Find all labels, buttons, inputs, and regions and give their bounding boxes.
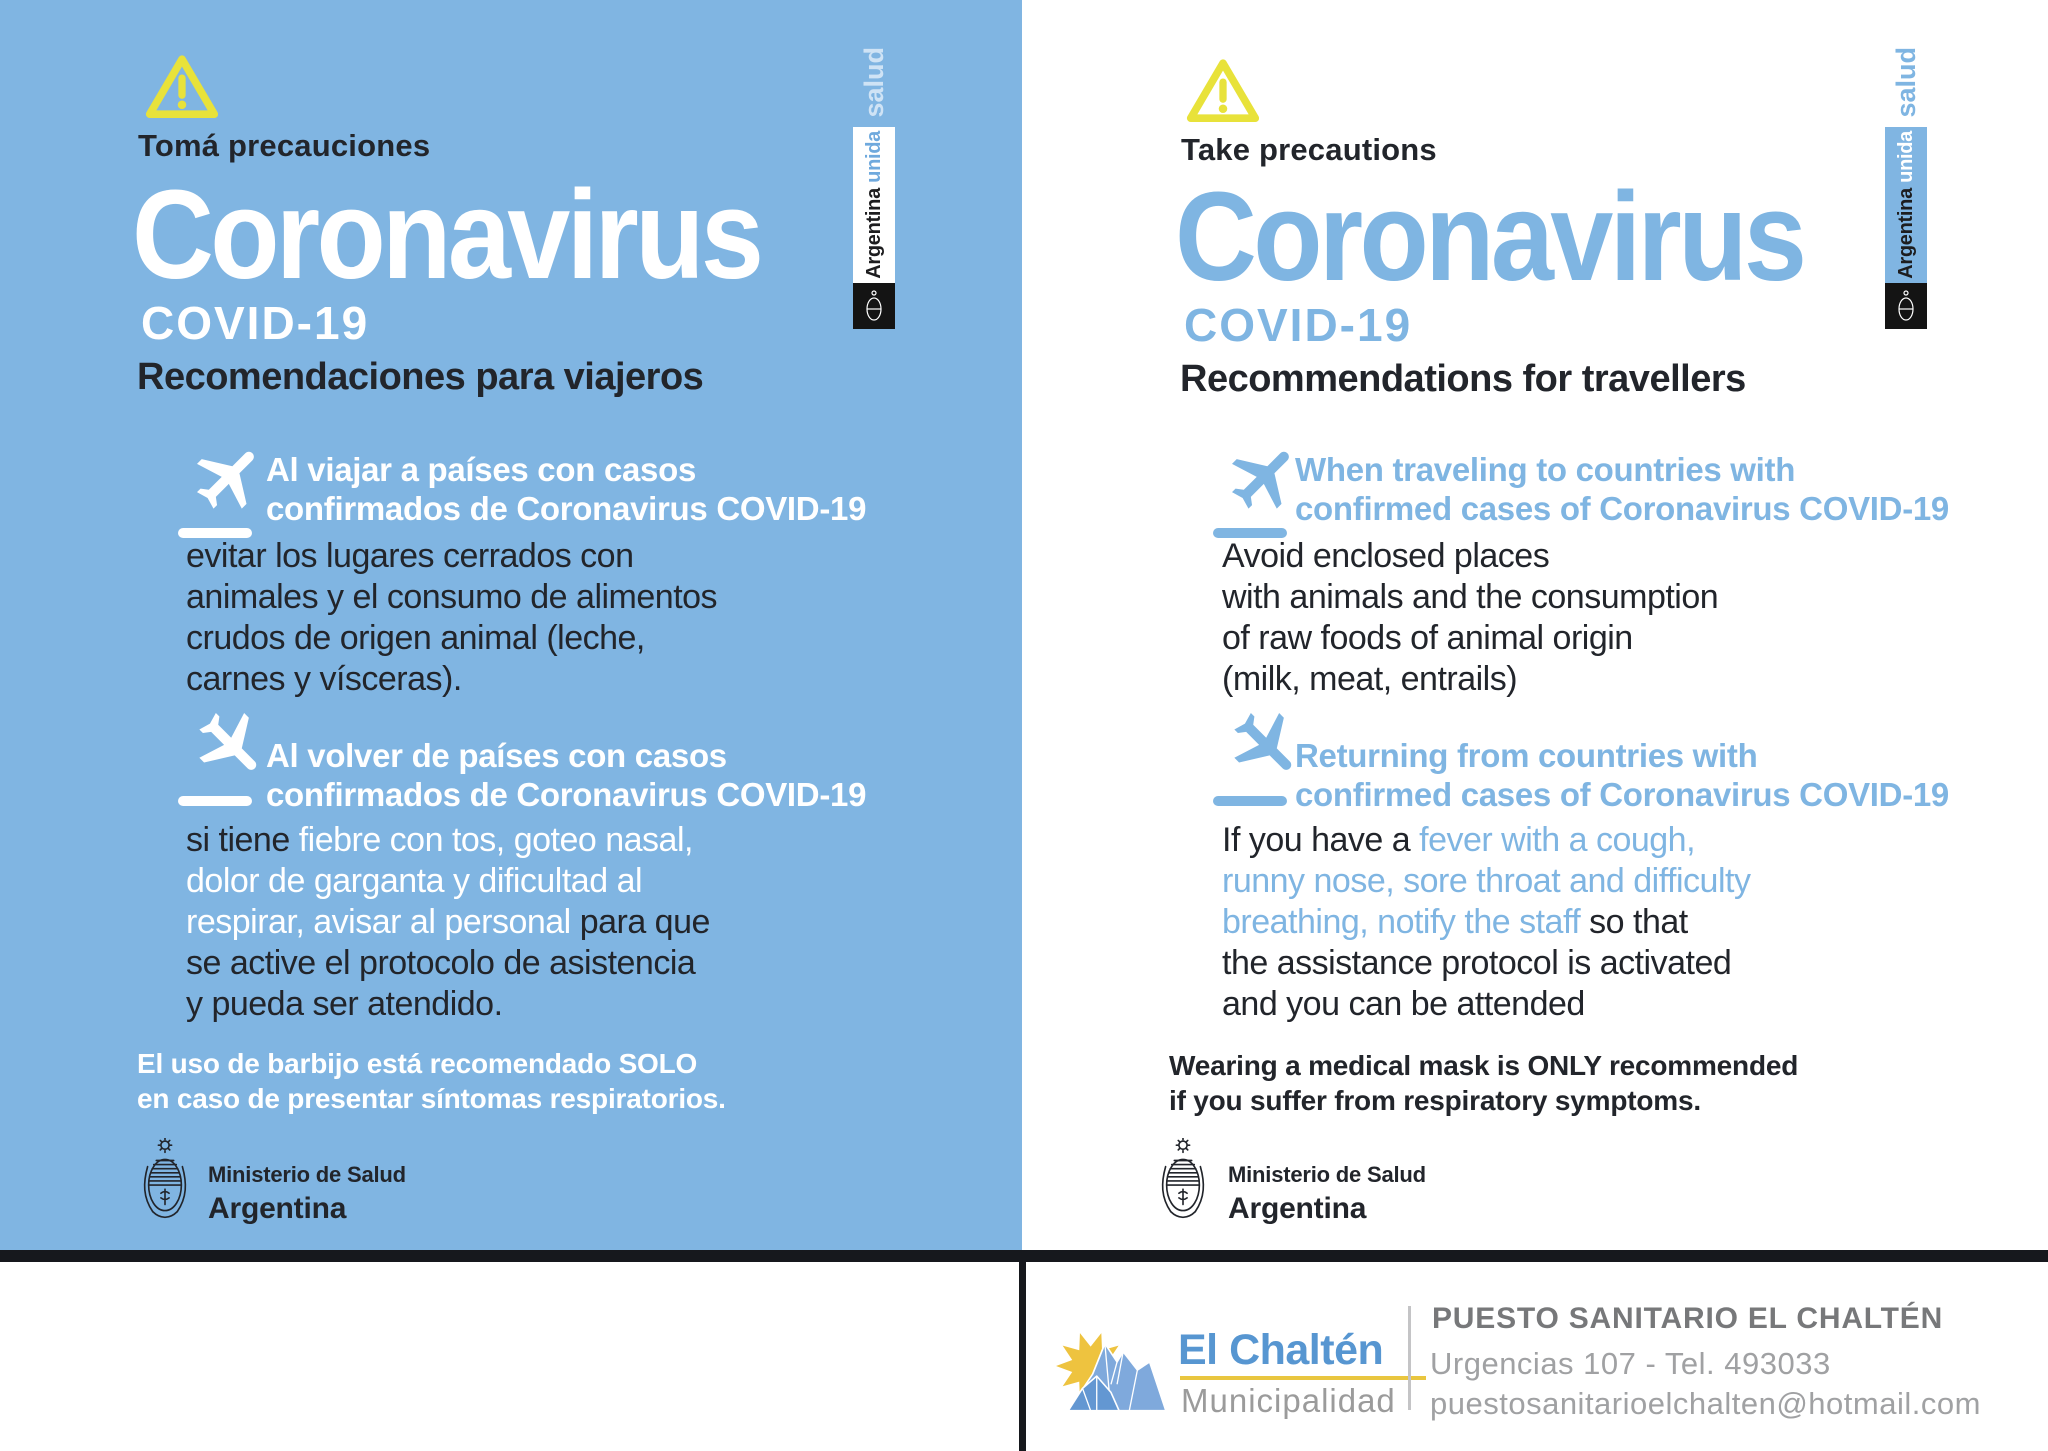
ministry-country: Argentina: [208, 1192, 347, 1225]
flight-takeoff-icon: [178, 446, 274, 538]
text-line: confirmed cases of Coronavirus COVID-19: [1295, 776, 1949, 813]
warning-icon: [144, 52, 220, 122]
salud-label: [1885, 42, 1927, 122]
warning-icon: [1185, 56, 1261, 126]
text-segment: If you have a: [1222, 821, 1420, 859]
argentina-unida-box: [853, 127, 895, 283]
text-line: dolor de garganta y dificultad al: [186, 862, 643, 900]
coat-of-arms-icon: [140, 1138, 190, 1228]
text-segment: Argentina: [1894, 182, 1917, 279]
text-segment: breathing, notify the staff: [1222, 903, 1590, 941]
text-line: [1222, 820, 1750, 861]
text-line: with animals and the consumption: [1222, 578, 1719, 616]
health-post-name: PUESTO SANITARIO EL CHALTÉN: [1432, 1302, 1944, 1335]
text-line: [186, 902, 710, 943]
text-segment: unida: [862, 131, 885, 183]
text-line: Wearing a medical mask is ONLY recommended: [1169, 1050, 1799, 1081]
text-line: Returning from countries with: [1295, 737, 1758, 774]
text-segment: unida: [1894, 131, 1917, 183]
poster-spanish: [0, 0, 1022, 1250]
coat-of-arms-icon: [853, 283, 895, 329]
text-line: El uso de barbijo está recomendado SOLO: [137, 1048, 698, 1079]
wordmark-underline: [1180, 1376, 1426, 1380]
text-line: crudos de origen animal (leche,: [186, 619, 645, 657]
argentina-unida-banner: [1885, 0, 1927, 340]
footer-divider-line: [1019, 1262, 1026, 1451]
ministry-name: Ministerio de Salud: [208, 1162, 406, 1187]
section-return-body: [1222, 820, 1750, 1025]
text-line: confirmed cases of Coronavirus COVID-19: [1295, 490, 1949, 527]
text-line: if you suffer from respiratory symptoms.: [1169, 1085, 1701, 1116]
text-line: se active el protocolo de asistencia: [186, 944, 696, 982]
text-line: evitar los lugares cerrados con: [186, 537, 634, 575]
section-travel-title: [266, 450, 866, 528]
text-line: salud: [858, 46, 889, 118]
text-line: [186, 820, 710, 861]
text-line: carnes y vísceras).: [186, 660, 462, 698]
section-return-body: [186, 820, 710, 1025]
text-segment: para que: [579, 903, 710, 941]
text-line: of raw foods of animal origin: [1222, 619, 1633, 657]
ministry-logo-text: [208, 1162, 406, 1226]
ministry-name: Ministerio de Salud: [1228, 1162, 1426, 1187]
text-line: confirmados de Coronavirus COVID-19: [266, 490, 867, 527]
text-line: animales y el consumo de alimentos: [186, 578, 718, 616]
text-line: [863, 131, 886, 279]
text-line: the assistance protocol is activated: [1222, 944, 1732, 982]
text-line: Avoid enclosed places: [1222, 537, 1550, 575]
text-line: Al viajar a países con casos: [266, 451, 697, 488]
flight-landing-icon: [178, 714, 274, 806]
warning-label: Take precautions: [1181, 132, 1437, 167]
coat-of-arms-icon: [1885, 283, 1927, 329]
ministry-logo-text: [1228, 1162, 1426, 1226]
poster-title: Coronavirus: [132, 164, 761, 305]
warning-label: Tomá precauciones: [138, 128, 431, 163]
text-line: runny nose, sore throat and difficulty: [1222, 862, 1751, 900]
text-segment: si tiene: [186, 821, 299, 859]
text-line: salud: [1890, 46, 1921, 118]
text-segment: so that: [1589, 903, 1688, 941]
phone-line: Urgencias 107 - Tel. 493033: [1430, 1346, 1831, 1381]
covid-subtitle: COVID-19: [1184, 299, 1413, 351]
poster-heading: Recommendations for travellers: [1180, 358, 1746, 400]
el-chalten-wordmark: El Chaltén: [1178, 1326, 1384, 1374]
mask-note: [1169, 1048, 1798, 1118]
text-segment: fiebre con tos, goteo nasal,: [298, 821, 693, 859]
ministry-country: Argentina: [1228, 1192, 1367, 1225]
poster-title: Coronavirus: [1175, 166, 1804, 307]
text-line: [1222, 902, 1750, 943]
section-return-title: [1295, 736, 1949, 814]
text-segment: Argentina: [862, 182, 885, 279]
salud-label: [853, 42, 895, 122]
argentina-unida-banner: [853, 0, 895, 340]
text-line: When traveling to countries with: [1295, 451, 1796, 488]
text-line: y pueda ser atendido.: [186, 985, 503, 1023]
poster-heading: Recomendaciones para viajeros: [137, 356, 704, 398]
argentina-unida-box: [1885, 127, 1927, 283]
municipalidad-label: Municipalidad: [1181, 1382, 1396, 1419]
text-line: en caso de presentar síntomas respiratorios.: [137, 1083, 726, 1114]
text-line: [1895, 131, 1918, 279]
section-return-title: [266, 736, 866, 814]
text-line: confirmados de Coronavirus COVID-19: [266, 776, 867, 813]
runway-line: [1213, 796, 1287, 806]
email-address: puestosanitarioelchalten@hotmail.com: [1430, 1386, 1981, 1421]
section-travel-body: [1222, 536, 1718, 700]
mask-note: [137, 1046, 726, 1116]
covid-subtitle: COVID-19: [141, 297, 370, 349]
text-line: (milk, meat, entrails): [1222, 660, 1518, 698]
section-travel-body: [186, 536, 717, 700]
text-line: Al volver de países con casos: [266, 737, 727, 774]
footer-separator: [1408, 1306, 1411, 1410]
section-travel-title: [1295, 450, 1949, 528]
text-segment: fever with a cough,: [1419, 821, 1696, 859]
runway-line: [178, 796, 252, 806]
divider-bar: [0, 1250, 2048, 1262]
text-segment: respirar, avisar al personal: [186, 903, 580, 941]
el-chalten-logo-icon: [1052, 1310, 1174, 1426]
text-line: and you can be attended: [1222, 985, 1585, 1023]
coat-of-arms-icon: [1158, 1138, 1208, 1228]
poster-english: [1022, 0, 2048, 1250]
